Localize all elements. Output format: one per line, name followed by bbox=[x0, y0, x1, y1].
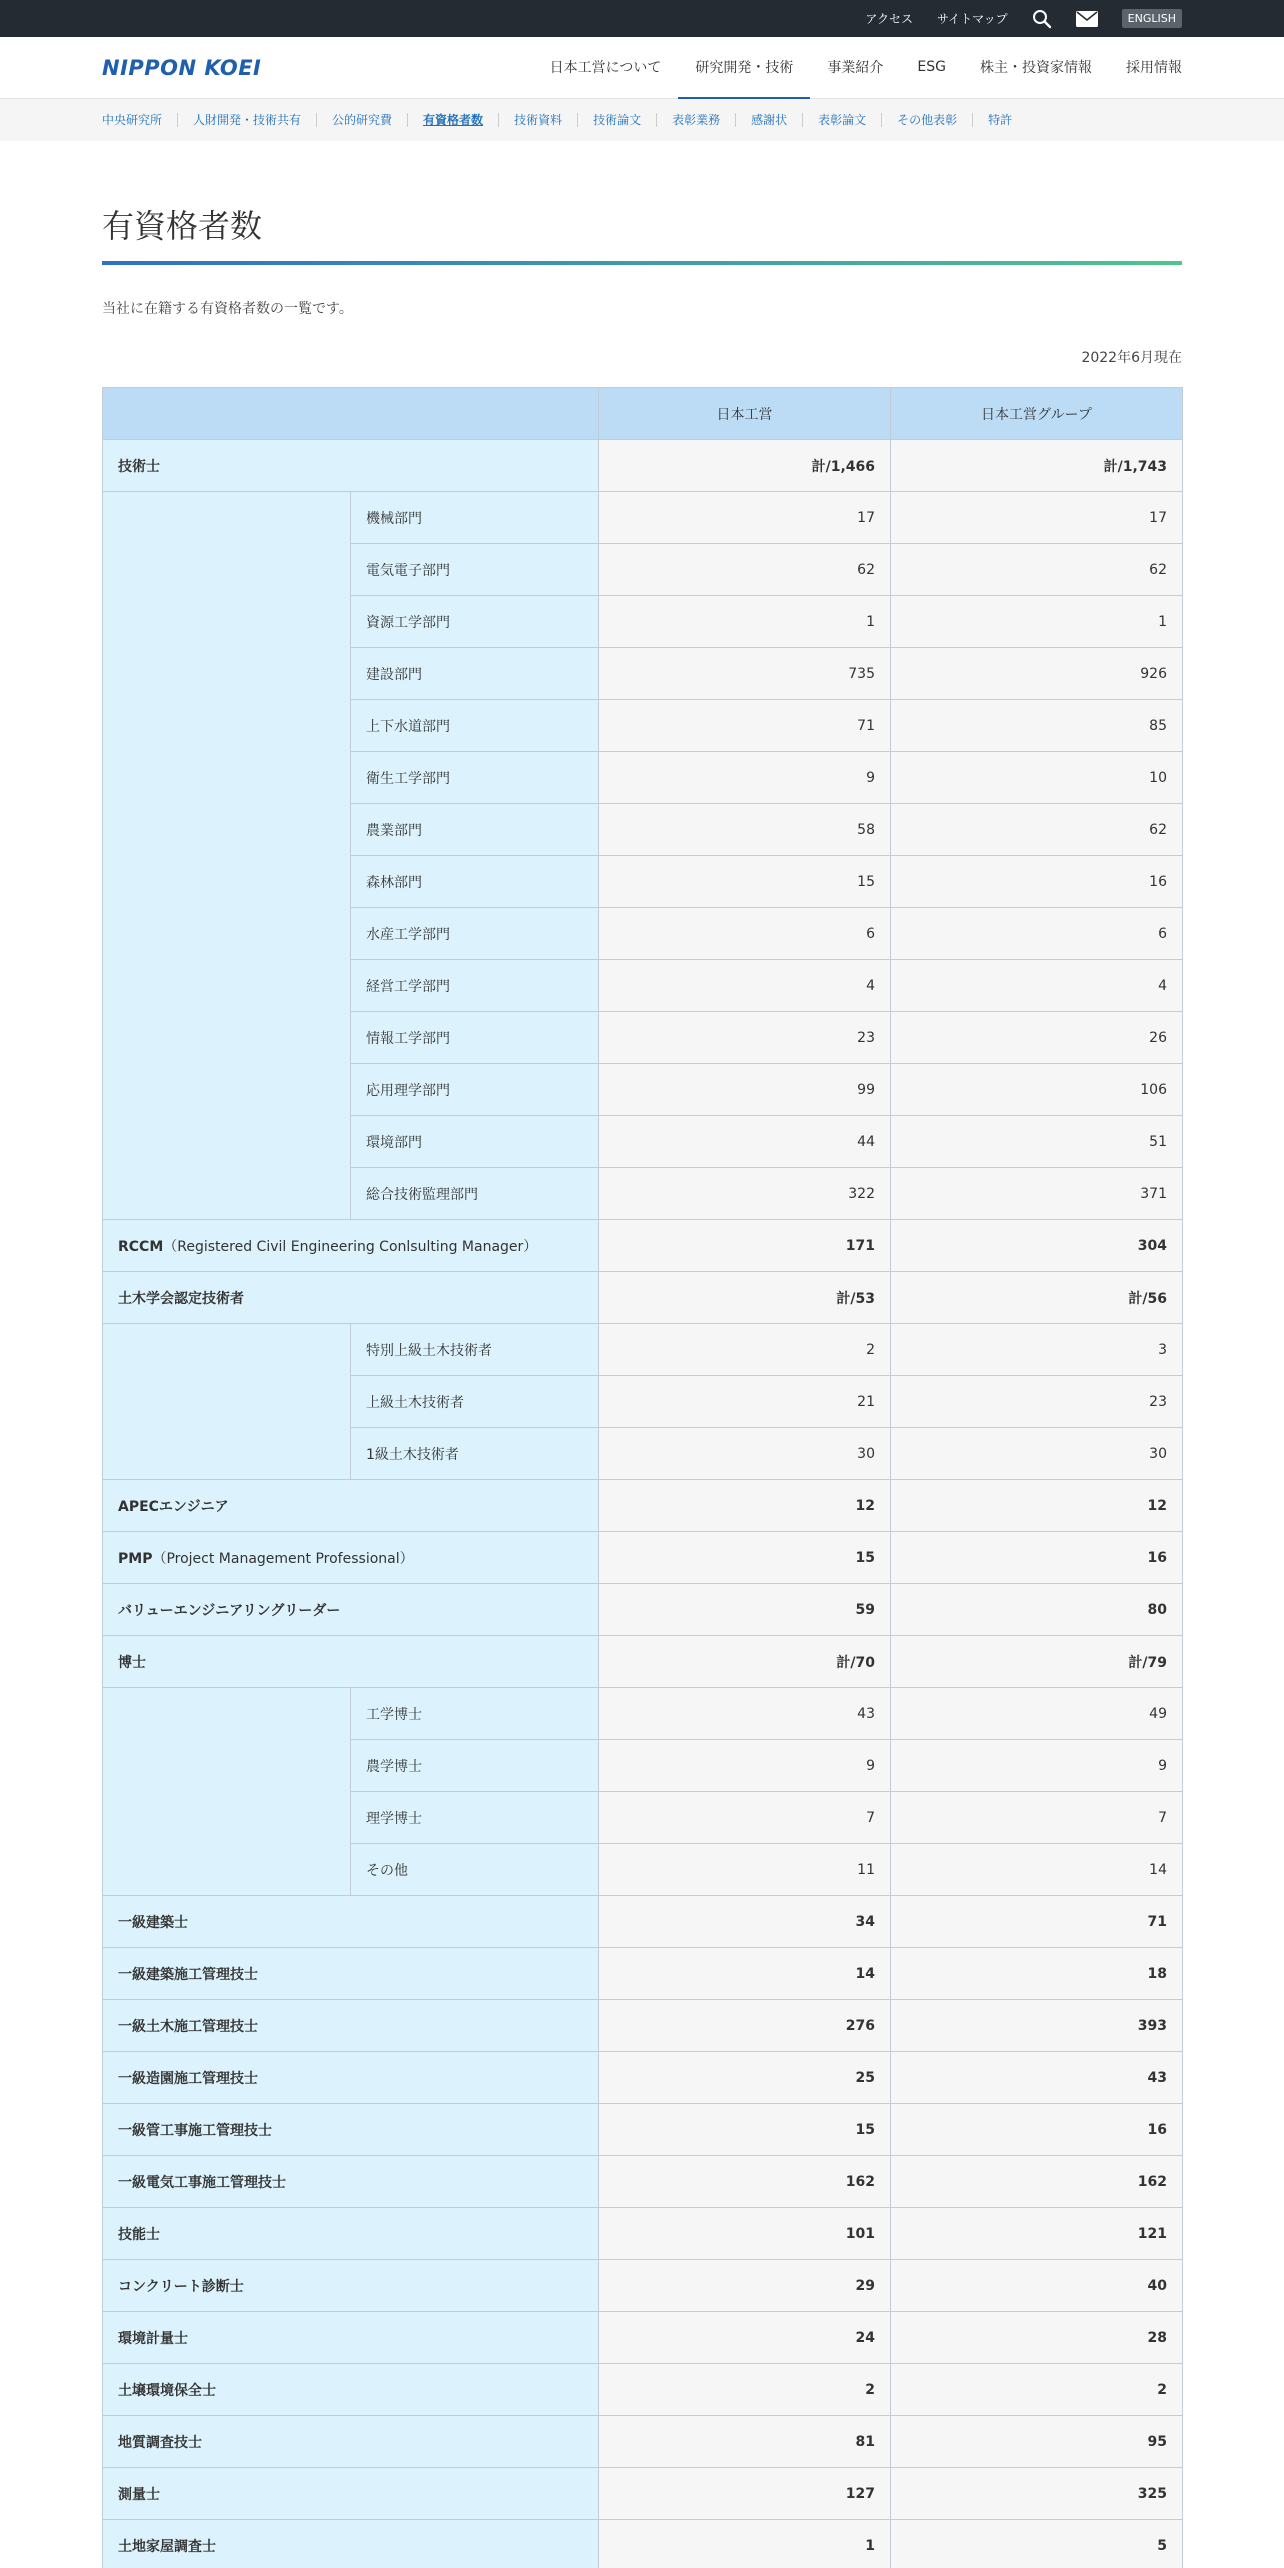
table-row bbox=[103, 2312, 1183, 2364]
qualification-label: 測量士 bbox=[118, 2486, 160, 2503]
sub-qualification-name: 経営工学部門 bbox=[351, 960, 599, 1012]
table-row bbox=[103, 1532, 1183, 1584]
group-count: 26 bbox=[891, 1012, 1183, 1064]
group-count: 5 bbox=[891, 2520, 1183, 2568]
group-count: 30 bbox=[891, 1428, 1183, 1480]
subnav-awarded-projects[interactable]: 表彰業務 bbox=[656, 113, 735, 127]
utility-bar bbox=[0, 0, 1284, 37]
qualification-name bbox=[103, 2520, 599, 2568]
subnav-hr-development[interactable]: 人財開発・技術共有 bbox=[177, 113, 316, 127]
group-count: 49 bbox=[891, 1688, 1183, 1740]
qualification-label: 環境計量士 bbox=[118, 2330, 188, 2347]
sub-qualification-name: 工学博士 bbox=[351, 1688, 599, 1740]
indent-cell bbox=[103, 1324, 351, 1480]
group-count: 17 bbox=[891, 492, 1183, 544]
qualification-name bbox=[103, 440, 599, 492]
nippon-koei-count: 71 bbox=[599, 700, 891, 752]
table-row bbox=[103, 1584, 1183, 1636]
sub-qualification-name: 資源工学部門 bbox=[351, 596, 599, 648]
nippon-koei-count: 127 bbox=[599, 2468, 891, 2520]
subnav-patents[interactable]: 特許 bbox=[972, 113, 1027, 127]
nippon-koei-count: 15 bbox=[599, 856, 891, 908]
table-row bbox=[103, 2208, 1183, 2260]
group-count: 926 bbox=[891, 648, 1183, 700]
nippon-koei-count: 30 bbox=[599, 1428, 891, 1480]
nippon-koei-count: 2 bbox=[599, 2364, 891, 2416]
sub-qualification-name: 情報工学部門 bbox=[351, 1012, 599, 1064]
group-count: 80 bbox=[891, 1584, 1183, 1636]
sub-qualification-name: 総合技術監理部門 bbox=[351, 1168, 599, 1220]
group-count: 23 bbox=[891, 1376, 1183, 1428]
subnav-technical-papers[interactable]: 技術論文 bbox=[577, 113, 656, 127]
nippon-koei-count: 1 bbox=[599, 596, 891, 648]
sub-qualification-name: 衛生工学部門 bbox=[351, 752, 599, 804]
qualification-name bbox=[103, 2312, 599, 2364]
qualification-name bbox=[103, 2104, 599, 2156]
qualification-name bbox=[103, 2416, 599, 2468]
qualification-name bbox=[103, 2260, 599, 2312]
nippon-koei-count: 29 bbox=[599, 2260, 891, 2312]
site-header bbox=[0, 37, 1284, 99]
group-count: 12 bbox=[891, 1480, 1183, 1532]
nippon-koei-count: 23 bbox=[599, 1012, 891, 1064]
group-count: 121 bbox=[891, 2208, 1183, 2260]
nippon-koei-count: 25 bbox=[599, 2052, 891, 2104]
qualification-label: 土地家屋調査士 bbox=[118, 2538, 216, 2555]
table-body bbox=[103, 440, 1183, 2568]
table-subrow bbox=[103, 492, 1183, 544]
qualification-label: 一級造園施工管理技士 bbox=[118, 2070, 258, 2087]
search-icon[interactable] bbox=[1032, 9, 1052, 29]
table-row bbox=[103, 1948, 1183, 2000]
group-count: 106 bbox=[891, 1064, 1183, 1116]
nippon-koei-count: 12 bbox=[599, 1480, 891, 1532]
intro-text: 当社に在籍する有資格者数の一覧です。 bbox=[102, 301, 353, 317]
mail-icon[interactable] bbox=[1076, 11, 1098, 27]
nippon-koei-count: 14 bbox=[599, 1948, 891, 2000]
table-row bbox=[103, 2052, 1183, 2104]
qualification-name bbox=[103, 1896, 599, 1948]
title-divider bbox=[102, 261, 1182, 265]
table-row bbox=[103, 1272, 1183, 1324]
sub-qualification-name: 上級土木技術者 bbox=[351, 1376, 599, 1428]
group-count: 85 bbox=[891, 700, 1183, 752]
nippon-koei-count: 17 bbox=[599, 492, 891, 544]
sub-qualification-name: 電気電子部門 bbox=[351, 544, 599, 596]
subnav-other-awards[interactable]: その他表彰 bbox=[881, 113, 972, 127]
qualification-label: 一級電気工事施工管理技士 bbox=[118, 2174, 286, 2191]
qualification-full-name: （Registered Civil Engineering Conlsulting Manager） bbox=[163, 1238, 538, 1255]
main-nav bbox=[533, 37, 1182, 99]
group-count: 162 bbox=[891, 2156, 1183, 2208]
nippon-koei-count: 101 bbox=[599, 2208, 891, 2260]
table-row bbox=[103, 2468, 1183, 2520]
sub-qualification-name: 農学博士 bbox=[351, 1740, 599, 1792]
nippon-koei-count: 11 bbox=[599, 1844, 891, 1896]
qualification-name bbox=[103, 1948, 599, 2000]
group-count: 3 bbox=[891, 1324, 1183, 1376]
sub-qualification-name: 森林部門 bbox=[351, 856, 599, 908]
qualification-label: APECエンジニア bbox=[118, 1498, 229, 1515]
subnav-qualified-staff[interactable]: 有資格者数 bbox=[407, 113, 498, 127]
qualification-label: 技術士 bbox=[118, 458, 160, 475]
access-link[interactable]: アクセス bbox=[865, 12, 913, 26]
sub-nav bbox=[0, 99, 1284, 141]
table-row bbox=[103, 440, 1183, 492]
group-count: 43 bbox=[891, 2052, 1183, 2104]
sub-qualification-name: 理学博士 bbox=[351, 1792, 599, 1844]
qualification-name bbox=[103, 1272, 599, 1324]
nippon-koei-count: 34 bbox=[599, 1896, 891, 1948]
subnav-technical-materials[interactable]: 技術資料 bbox=[498, 113, 577, 127]
group-count: 62 bbox=[891, 804, 1183, 856]
sub-qualification-name: 応用理学部門 bbox=[351, 1064, 599, 1116]
table-row bbox=[103, 1480, 1183, 1532]
nippon-koei-count: 59 bbox=[599, 1584, 891, 1636]
nav-about[interactable]: 日本工営について bbox=[549, 59, 662, 76]
nippon-koei-count: 735 bbox=[599, 648, 891, 700]
nav-rnd-technology[interactable]: 研究開発・技術 bbox=[678, 37, 810, 99]
nippon-koei-count: 21 bbox=[599, 1376, 891, 1428]
group-count: 16 bbox=[891, 856, 1183, 908]
qualification-name bbox=[103, 1532, 599, 1584]
group-count: 71 bbox=[891, 1896, 1183, 1948]
group-count: 95 bbox=[891, 2416, 1183, 2468]
nippon-koei-count: 58 bbox=[599, 804, 891, 856]
table-row bbox=[103, 1636, 1183, 1688]
table-row bbox=[103, 2364, 1183, 2416]
nippon-koei-count: 44 bbox=[599, 1116, 891, 1168]
group-count: 325 bbox=[891, 2468, 1183, 2520]
header-qualification bbox=[103, 388, 599, 440]
table-row bbox=[103, 2260, 1183, 2312]
qualification-label: コンクリート診断士 bbox=[118, 2278, 244, 2295]
nav-investors[interactable]: 株主・投資家情報 bbox=[980, 59, 1092, 76]
qualification-label: 一級建築士 bbox=[118, 1914, 188, 1931]
sitemap-link[interactable]: サイトマップ bbox=[936, 12, 1008, 26]
subnav-letters-of-appreciation[interactable]: 感謝状 bbox=[735, 113, 802, 127]
qualification-label: 土木学会認定技術者 bbox=[118, 1290, 244, 1307]
table-row bbox=[103, 2416, 1183, 2468]
group-count: 10 bbox=[891, 752, 1183, 804]
nippon-koei-count: 162 bbox=[599, 2156, 891, 2208]
header-nippon-koei: 日本工営 bbox=[599, 388, 891, 440]
nippon-koei-count: 276 bbox=[599, 2000, 891, 2052]
table-row bbox=[103, 1896, 1183, 1948]
group-count: 40 bbox=[891, 2260, 1183, 2312]
qualification-name bbox=[103, 2208, 599, 2260]
qualification-label: 一級土木施工管理技士 bbox=[118, 2018, 258, 2035]
nippon-koei-count: 7 bbox=[599, 1792, 891, 1844]
nav-business[interactable]: 事業紹介 bbox=[827, 59, 884, 76]
qualification-name bbox=[103, 1636, 599, 1688]
header-nippon-koei-group: 日本工営グループ bbox=[891, 388, 1183, 440]
table-row bbox=[103, 2520, 1183, 2568]
qualification-label: 一級管工事施工管理技士 bbox=[118, 2122, 272, 2139]
qualification-label: 一級建築施工管理技士 bbox=[118, 1966, 258, 1983]
sub-qualification-name: 上下水道部門 bbox=[351, 700, 599, 752]
qualifications-table bbox=[102, 387, 1183, 2568]
group-count: 6 bbox=[891, 908, 1183, 960]
group-count: 16 bbox=[891, 2104, 1183, 2156]
nippon-koei-count: 99 bbox=[599, 1064, 891, 1116]
nippon-koei-count: 62 bbox=[599, 544, 891, 596]
group-count: 304 bbox=[891, 1220, 1183, 1272]
sub-qualification-name: その他 bbox=[351, 1844, 599, 1896]
group-count: 371 bbox=[891, 1168, 1183, 1220]
group-count: 393 bbox=[891, 2000, 1183, 2052]
nippon-koei-count: 1 bbox=[599, 2520, 891, 2568]
qualification-label: 博士 bbox=[118, 1654, 146, 1671]
table-subrow bbox=[103, 1324, 1183, 1376]
qualification-label: 地質調査技士 bbox=[118, 2434, 202, 2451]
group-count: 計/79 bbox=[891, 1636, 1183, 1688]
sub-qualification-name: 環境部門 bbox=[351, 1116, 599, 1168]
qualification-full-name: （Project Management Professional） bbox=[152, 1550, 414, 1567]
qualification-name bbox=[103, 2468, 599, 2520]
nav-recruit[interactable]: 採用情報 bbox=[1126, 59, 1182, 76]
table-row bbox=[103, 2104, 1183, 2156]
nippon-koei-count: 9 bbox=[599, 752, 891, 804]
subnav-central-research[interactable]: 中央研究所 bbox=[102, 113, 163, 127]
table-row bbox=[103, 1220, 1183, 1272]
group-count: 7 bbox=[891, 1792, 1183, 1844]
indent-cell bbox=[103, 492, 351, 1220]
qualification-name bbox=[103, 2156, 599, 2208]
group-count: 1 bbox=[891, 596, 1183, 648]
nippon-koei-count: 15 bbox=[599, 2104, 891, 2156]
nippon-koei-count: 2 bbox=[599, 1324, 891, 1376]
qualification-name bbox=[103, 2364, 599, 2416]
qualification-name bbox=[103, 2052, 599, 2104]
group-count: 62 bbox=[891, 544, 1183, 596]
sub-qualification-name: 農業部門 bbox=[351, 804, 599, 856]
nippon-koei-count: 43 bbox=[599, 1688, 891, 1740]
table-header-row bbox=[103, 388, 1183, 440]
nippon-koei-count: 計/70 bbox=[599, 1636, 891, 1688]
nippon-koei-logo[interactable]: NIPPON KOEI bbox=[102, 55, 262, 80]
group-count: 28 bbox=[891, 2312, 1183, 2364]
nippon-koei-count: 計/53 bbox=[599, 1272, 891, 1324]
main-content bbox=[0, 141, 1284, 2568]
nippon-koei-count: 4 bbox=[599, 960, 891, 1012]
nippon-koei-count: 15 bbox=[599, 1532, 891, 1584]
qualification-label: バリューエンジニアリングリーダー bbox=[118, 1602, 341, 1619]
nippon-koei-count: 6 bbox=[599, 908, 891, 960]
page-title: 有資格者数 bbox=[102, 207, 263, 245]
indent-cell bbox=[103, 1688, 351, 1896]
qualification-name bbox=[103, 1480, 599, 1532]
nippon-koei-count: 9 bbox=[599, 1740, 891, 1792]
table-subrow bbox=[103, 1688, 1183, 1740]
subnav-public-research-funds[interactable]: 公的研究費 bbox=[316, 113, 407, 127]
qualification-name bbox=[103, 2000, 599, 2052]
group-count: 18 bbox=[891, 1948, 1183, 2000]
nippon-koei-count: 24 bbox=[599, 2312, 891, 2364]
group-count: 14 bbox=[891, 1844, 1183, 1896]
group-count: 計/1,743 bbox=[891, 440, 1183, 492]
as-of-date: 2022年6月現在 bbox=[1081, 350, 1182, 366]
qualification-label: 土壌環境保全士 bbox=[118, 2382, 216, 2399]
group-count: 51 bbox=[891, 1116, 1183, 1168]
nippon-koei-count: 計/1,466 bbox=[599, 440, 891, 492]
nippon-koei-count: 81 bbox=[599, 2416, 891, 2468]
sub-qualification-name: 機械部門 bbox=[351, 492, 599, 544]
group-count: 計/56 bbox=[891, 1272, 1183, 1324]
sub-qualification-name: 建設部門 bbox=[351, 648, 599, 700]
group-count: 2 bbox=[891, 2364, 1183, 2416]
table-row bbox=[103, 2000, 1183, 2052]
sub-qualification-name: 水産工学部門 bbox=[351, 908, 599, 960]
nav-esg[interactable]: ESG bbox=[917, 58, 946, 75]
group-count: 16 bbox=[891, 1532, 1183, 1584]
qualification-label: PMP bbox=[118, 1550, 153, 1567]
english-button[interactable]: ENGLISH bbox=[1122, 9, 1182, 28]
nippon-koei-count: 171 bbox=[599, 1220, 891, 1272]
group-count: 4 bbox=[891, 960, 1183, 1012]
qualification-name bbox=[103, 1584, 599, 1636]
qualification-label: 技能士 bbox=[118, 2226, 160, 2243]
qualification-name bbox=[103, 1220, 599, 1272]
group-count: 9 bbox=[891, 1740, 1183, 1792]
sub-qualification-name: 1級土木技術者 bbox=[351, 1428, 599, 1480]
qualification-label: RCCM bbox=[118, 1238, 164, 1255]
table-row bbox=[103, 2156, 1183, 2208]
nippon-koei-count: 322 bbox=[599, 1168, 891, 1220]
subnav-awarded-papers[interactable]: 表彰論文 bbox=[802, 113, 881, 127]
sub-qualification-name: 特別上級土木技術者 bbox=[351, 1324, 599, 1376]
